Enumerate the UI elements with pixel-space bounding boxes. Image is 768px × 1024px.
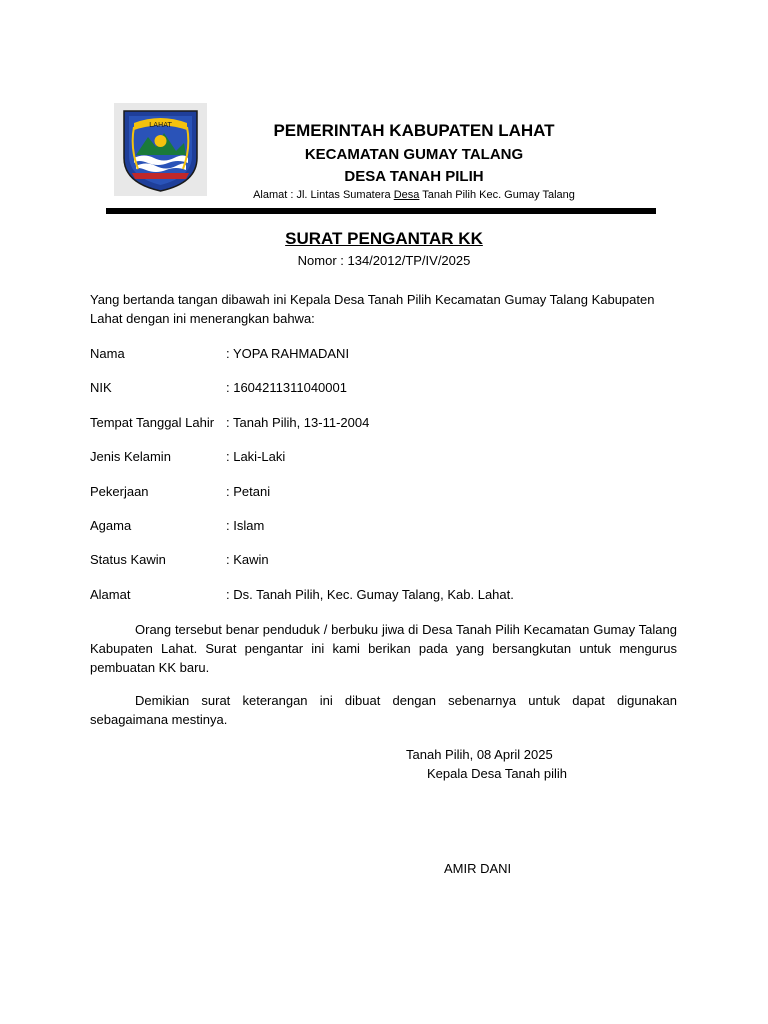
address-underlined-word: Desa [393, 189, 420, 201]
address-prefix: Alamat : Jl. Lintas Sumatera [253, 189, 394, 201]
field-value: : Laki-Laki [226, 449, 286, 464]
field-label: Status Kawin [90, 552, 166, 567]
signature-place-date: Tanah Pilih, 08 April 2025 [406, 747, 553, 762]
letterhead-address [200, 189, 628, 201]
field-value: : Petani [226, 484, 271, 499]
svg-text:LAHAT: LAHAT [149, 121, 172, 129]
letter-title: SURAT PENGANTAR KK [285, 229, 483, 248]
field-value: : Islam [226, 518, 265, 533]
emblem-shield-icon [114, 103, 207, 196]
intro-paragraph: Yang bertanda tangan dibawah ini Kepala Desa Tanah Pilih Kecamatan Gumay Talang Kabupaten Lahat dengan ini menerangkan bahwa: [90, 292, 655, 326]
field-value: : Ds. Tanah Pilih, Kec. Gumay Talang, Kab. Lahat. [226, 587, 514, 602]
field-value: : YOPA RAHMADANI [226, 346, 350, 361]
body-paragraph-statement: Orang tersebut benar penduduk / berbuku jiwa di Desa Tanah Pilih Kecamatan Gumay Talang Kabupaten Lahat. Surat pengantar ini kami berikan pada yang bersangkutan untuk mengurus pembuatan KK baru. [90, 622, 677, 675]
field-value: : 1604211311040001 [226, 380, 347, 395]
signature-name: AMIR DANI [444, 861, 512, 876]
field-label: Agama [90, 518, 132, 533]
letterhead-government: PEMERINTAH KABUPATEN LAHAT [273, 121, 555, 140]
letterhead-village: DESA TANAH PILIH [344, 168, 484, 185]
field-value: : Tanah Pilih, 13-11-2004 [226, 415, 370, 430]
letterhead-divider [106, 208, 656, 214]
field-label: Tempat Tanggal Lahir [90, 415, 215, 430]
signature-position: Kepala Desa Tanah pilih [427, 766, 567, 781]
letter-number: Nomor : 134/2012/TP/IV/2025 [297, 253, 471, 268]
field-label: Pekerjaan [90, 484, 149, 499]
field-label: Nama [90, 346, 125, 361]
field-label: Alamat [90, 587, 131, 602]
field-label: Jenis Kelamin [90, 449, 171, 464]
regency-emblem-logo [114, 103, 207, 196]
letterhead-district: KECAMATAN GUMAY TALANG [304, 146, 524, 163]
field-label: NIK [90, 380, 112, 395]
body-paragraph-closing: Demikian surat keterangan ini dibuat dengan sebenarnya untuk dapat digunakan sebagaimana mestinya. [90, 693, 677, 727]
field-value: : Kawin [226, 552, 269, 567]
address-suffix: Tanah Pilih Kec. Gumay Talang [419, 189, 575, 201]
